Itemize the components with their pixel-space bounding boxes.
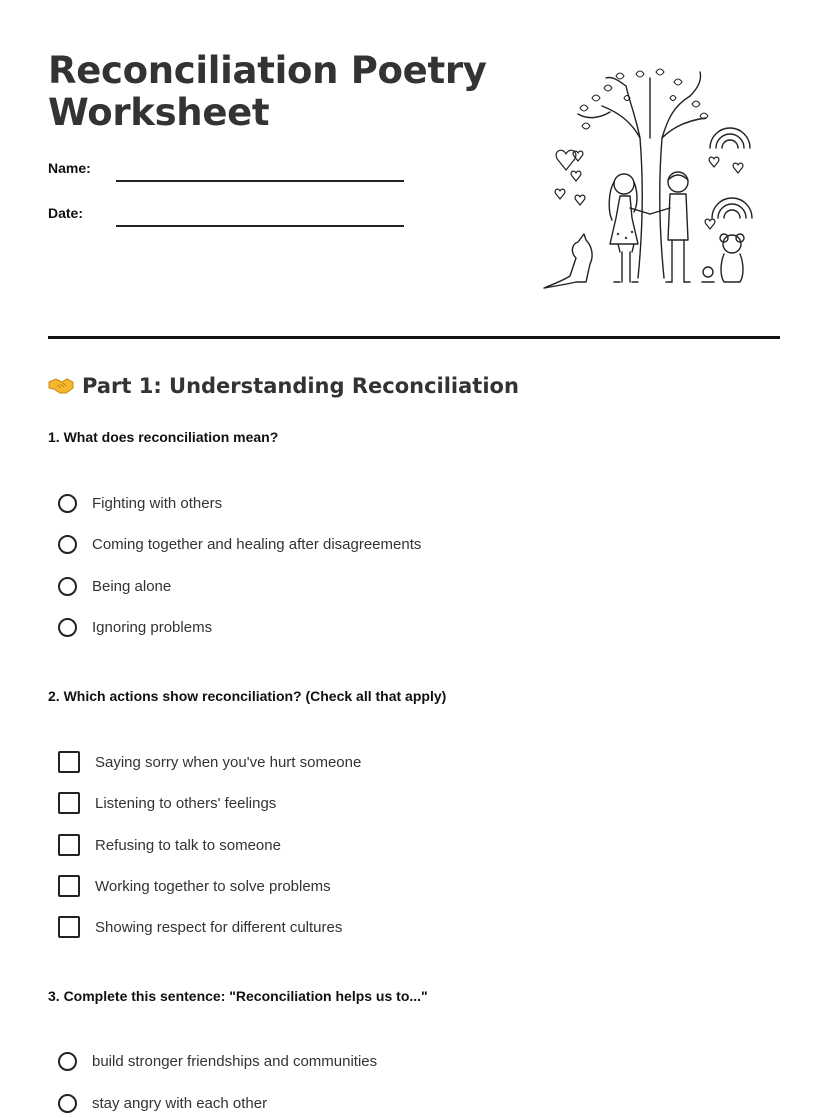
title-line-2: Worksheet <box>48 91 270 134</box>
radio-button[interactable] <box>58 494 77 513</box>
radio-button[interactable] <box>58 1094 77 1113</box>
q2-option-5[interactable] <box>58 915 342 939</box>
name-field[interactable] <box>116 180 404 182</box>
children-under-tree-illustration <box>540 68 760 294</box>
checkbox[interactable] <box>58 751 80 773</box>
worksheet-title <box>48 50 487 134</box>
question-1: 1. What does reconciliation mean? <box>48 429 279 445</box>
q2-option-4[interactable] <box>58 874 331 898</box>
option-label: Listening to others' feelings <box>95 794 277 812</box>
name-label: Name: <box>48 160 91 176</box>
q2-option-3[interactable] <box>58 833 281 857</box>
header-divider <box>48 336 780 339</box>
radio-button[interactable] <box>58 1052 77 1071</box>
option-label: Showing respect for different cultures <box>95 918 343 936</box>
q1-option-1[interactable] <box>58 491 222 515</box>
checkbox[interactable] <box>58 834 80 856</box>
option-label: Fighting with others <box>92 494 223 512</box>
checkbox[interactable] <box>58 792 80 814</box>
option-label: build stronger friendships and communities <box>92 1052 378 1070</box>
option-label: Ignoring problems <box>92 618 213 636</box>
q2-option-2[interactable] <box>58 791 276 815</box>
radio-button[interactable] <box>58 618 77 637</box>
date-field[interactable] <box>116 225 404 227</box>
part-1-heading <box>48 374 519 398</box>
q1-option-3[interactable] <box>58 574 171 598</box>
option-label: Coming together and healing after disagreements <box>92 535 422 553</box>
handshake-icon <box>48 376 74 396</box>
date-label: Date: <box>48 205 84 221</box>
option-label: Saying sorry when you've hurt someone <box>95 753 362 771</box>
q1-option-4[interactable] <box>58 615 212 639</box>
checkbox[interactable] <box>58 875 80 897</box>
question-2: 2. Which actions show reconciliation? (Check all that apply) <box>48 688 447 704</box>
option-label: Being alone <box>92 577 172 595</box>
option-label: Working together to solve problems <box>95 877 331 895</box>
option-label: stay angry with each other <box>92 1094 268 1112</box>
radio-button[interactable] <box>58 535 77 554</box>
q3-option-1[interactable] <box>58 1049 377 1073</box>
q2-option-1[interactable] <box>58 750 361 774</box>
q1-option-2[interactable] <box>58 532 421 556</box>
part-1-heading-text: Part 1: Understanding Reconciliation <box>82 374 519 398</box>
checkbox[interactable] <box>58 916 80 938</box>
radio-button[interactable] <box>58 577 77 596</box>
title-line-1: Reconciliation Poetry <box>48 49 487 92</box>
option-label: Refusing to talk to someone <box>95 836 281 854</box>
question-3: 3. Complete this sentence: "Reconciliation helps us to..." <box>48 988 428 1004</box>
q3-option-2[interactable] <box>58 1091 267 1115</box>
